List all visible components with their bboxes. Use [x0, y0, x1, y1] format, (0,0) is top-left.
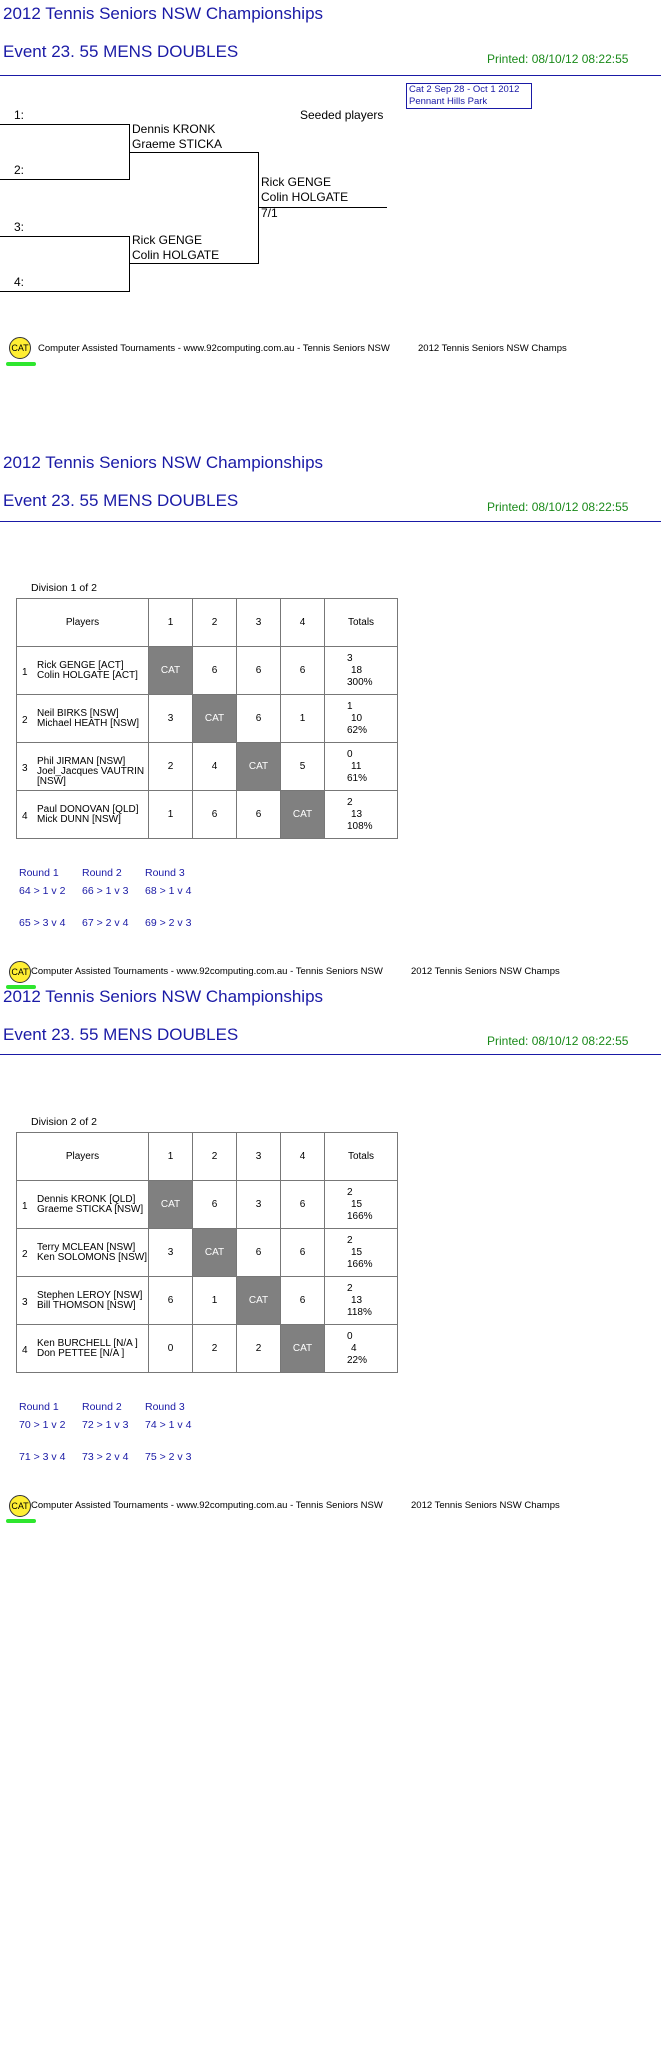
- player-cell: [17, 1277, 149, 1325]
- score-cell: CAT: [149, 647, 193, 695]
- cat-logo-icon: CAT: [9, 1495, 31, 1517]
- score-cell: CAT: [281, 791, 325, 839]
- games-won: 4: [351, 1342, 357, 1354]
- cat-logo-icon: CAT: [9, 337, 31, 359]
- header-rule: [0, 75, 661, 76]
- player-cell: [17, 1325, 149, 1373]
- games-won: 15: [351, 1198, 363, 1210]
- score-cell: 2: [237, 1325, 281, 1373]
- player-cell: [17, 695, 149, 743]
- round-title: Round 1: [19, 1401, 59, 1413]
- bracket-line: [130, 152, 259, 153]
- match-link[interactable]: 67 > 2 v 4: [82, 917, 129, 929]
- bracket-line: [259, 207, 387, 208]
- match-link[interactable]: 71 > 3 v 4: [19, 1451, 66, 1463]
- totals-cell: [325, 647, 398, 695]
- score-cell: CAT: [149, 1181, 193, 1229]
- seeded-players-label: Seeded players: [300, 108, 384, 122]
- score-cell: 6: [281, 1181, 325, 1229]
- round-title: Round 2: [82, 1401, 122, 1413]
- matches-won: 2: [347, 1234, 353, 1246]
- player-name: Rick GENGE: [261, 175, 332, 189]
- event-title: Event 23. 55 MENS DOUBLES: [3, 491, 239, 510]
- matches-won: 2: [347, 796, 353, 808]
- totals-cell: [325, 743, 398, 791]
- match-link[interactable]: 73 > 2 v 4: [82, 1451, 129, 1463]
- semifinal-bottom-team: [132, 233, 219, 263]
- score-cell: 6: [193, 791, 237, 839]
- event-title: Event 23. 55 MENS DOUBLES: [3, 1025, 239, 1044]
- score-cell: 3: [149, 695, 193, 743]
- round-title: Round 1: [19, 867, 59, 879]
- seed-number: 1: [22, 667, 28, 678]
- player-name: Dennis KRONK: [132, 122, 216, 136]
- printed-timestamp: Printed: 08/10/12 08:22:55: [487, 52, 629, 66]
- division-label: Division 1 of 2: [31, 582, 97, 594]
- printed-timestamp: Printed: 08/10/12 08:22:55: [487, 500, 629, 514]
- page-title: 2012 Tennis Seniors NSW Championships: [3, 453, 324, 472]
- percentage: 22%: [347, 1354, 368, 1366]
- matches-won: 3: [347, 652, 353, 664]
- logo-underline: [6, 362, 36, 366]
- player-name: Phil JIRMAN [NSW]: [37, 756, 126, 767]
- bracket-line: [0, 291, 130, 292]
- draw-slot-4: 4:: [14, 275, 25, 289]
- player-name: Bill THOMSON [NSW]: [37, 1300, 136, 1311]
- player-name: Don PETTEE [N/A ]: [37, 1348, 125, 1359]
- score-cell: CAT: [193, 1229, 237, 1277]
- matches-won: 2: [347, 1282, 353, 1294]
- bracket-line: [258, 152, 259, 264]
- table-row: [17, 791, 398, 839]
- player-name: Mick DUNN [NSW]: [37, 814, 121, 825]
- player-cell: [17, 1181, 149, 1229]
- score-cell: 1: [149, 791, 193, 839]
- score-cell: CAT: [281, 1325, 325, 1373]
- seed-number: 1: [22, 1201, 28, 1212]
- percentage: 61%: [347, 772, 368, 784]
- score-cell: 6: [193, 647, 237, 695]
- page-title: 2012 Tennis Seniors NSW Championships: [3, 4, 324, 23]
- score-cell: 6: [149, 1277, 193, 1325]
- player-name: Colin HOLGATE: [132, 248, 220, 262]
- matches-won: 0: [347, 1330, 353, 1342]
- seed-number: 4: [22, 1345, 28, 1356]
- footer-text: Computer Assisted Tournaments - www.92computing.com.au - Tennis Seniors NSW: [31, 966, 383, 977]
- score-cell: CAT: [193, 695, 237, 743]
- games-won: 13: [351, 1294, 363, 1306]
- col-header-2: 2: [193, 1133, 237, 1181]
- score-cell: 2: [149, 743, 193, 791]
- player-name: Dennis KRONK [QLD]: [37, 1194, 136, 1205]
- bracket-line: [129, 236, 130, 292]
- final-winner-team: [261, 175, 348, 205]
- seed-number: 4: [22, 811, 28, 822]
- score-cell: 6: [193, 1181, 237, 1229]
- match-link[interactable]: 65 > 3 v 4: [19, 917, 66, 929]
- seed-number: 3: [22, 763, 28, 774]
- score-cell: 5: [281, 743, 325, 791]
- venue-name: Pennant Hills Park: [409, 96, 488, 107]
- match-link[interactable]: 74 > 1 v 4: [145, 1419, 192, 1431]
- seed-number: 2: [22, 715, 28, 726]
- semifinal-top-team: [132, 122, 222, 152]
- score-cell: 6: [281, 1277, 325, 1325]
- score-cell: 1: [193, 1277, 237, 1325]
- matches-won: 2: [347, 1186, 353, 1198]
- venue-box: [406, 83, 532, 109]
- header-rule: [0, 1054, 661, 1055]
- totals-cell: [325, 1181, 398, 1229]
- match-link[interactable]: 66 > 1 v 3: [82, 885, 129, 897]
- players-header: Players: [17, 1133, 149, 1181]
- score-cell: 6: [281, 647, 325, 695]
- players-header: Players: [17, 599, 149, 647]
- player-name: Colin HOLGATE: [261, 190, 349, 204]
- table-row: [17, 1181, 398, 1229]
- totals-cell: [325, 1277, 398, 1325]
- round-title: Round 3: [145, 1401, 185, 1413]
- score-cell: 3: [149, 1229, 193, 1277]
- score-cell: 6: [281, 1229, 325, 1277]
- cat-logo-icon: CAT: [9, 961, 31, 983]
- player-name: Graeme STICKA [NSW]: [37, 1204, 144, 1215]
- footer-event-name: 2012 Tennis Seniors NSW Champs: [411, 1500, 560, 1511]
- percentage: 166%: [347, 1210, 373, 1222]
- division-label: Division 2 of 2: [31, 1116, 97, 1128]
- totals-cell: [325, 695, 398, 743]
- score-cell: 3: [237, 1181, 281, 1229]
- percentage: 300%: [347, 676, 373, 688]
- final-score: 7/1: [261, 206, 278, 220]
- table-row: [17, 1229, 398, 1277]
- bracket-line: [130, 263, 259, 264]
- match-link[interactable]: 75 > 2 v 3: [145, 1451, 192, 1463]
- score-cell: CAT: [237, 1277, 281, 1325]
- draw-slot-3: 3:: [14, 220, 25, 234]
- match-link[interactable]: 72 > 1 v 3: [82, 1419, 129, 1431]
- player-cell: [17, 1229, 149, 1277]
- player-name: Paul DONOVAN [QLD]: [37, 804, 139, 815]
- player-name: Colin HOLGATE [ACT]: [37, 670, 138, 681]
- footer-event-name: 2012 Tennis Seniors NSW Champs: [411, 966, 560, 977]
- col-header-1: 1: [149, 1133, 193, 1181]
- games-won: 10: [351, 712, 363, 724]
- match-link[interactable]: 70 > 1 v 2: [19, 1419, 66, 1431]
- table-row: [17, 1277, 398, 1325]
- totals-cell: [325, 1325, 398, 1373]
- score-cell: 6: [237, 791, 281, 839]
- table-row: [17, 743, 398, 791]
- bracket-line: [0, 124, 130, 125]
- col-header-3: 3: [237, 599, 281, 647]
- player-name: Neil BIRKS [NSW]: [37, 708, 119, 719]
- footer-text: Computer Assisted Tournaments - www.92computing.com.au - Tennis Seniors NSW: [38, 343, 390, 354]
- match-link[interactable]: 69 > 2 v 3: [145, 917, 192, 929]
- col-header-4: 4: [281, 1133, 325, 1181]
- match-link[interactable]: 68 > 1 v 4: [145, 885, 192, 897]
- score-cell: CAT: [237, 743, 281, 791]
- table-row: [17, 695, 398, 743]
- player-cell: [17, 647, 149, 695]
- col-header-4: 4: [281, 599, 325, 647]
- table-row: [17, 647, 398, 695]
- bracket-line: [0, 179, 130, 180]
- score-cell: 6: [237, 1229, 281, 1277]
- footer-event-name: 2012 Tennis Seniors NSW Champs: [418, 343, 567, 354]
- player-name: Rick GENGE: [132, 233, 203, 247]
- percentage: 166%: [347, 1258, 373, 1270]
- player-name: Graeme STICKA: [132, 137, 223, 151]
- percentage: 118%: [347, 1306, 372, 1318]
- player-name: Stephen LEROY [NSW]: [37, 1290, 143, 1301]
- score-cell: 2: [193, 1325, 237, 1373]
- player-name: Ken SOLOMONS [NSW]: [37, 1252, 148, 1263]
- col-header-3: 3: [237, 1133, 281, 1181]
- score-cell: 6: [237, 695, 281, 743]
- col-header-1: 1: [149, 599, 193, 647]
- player-name: Ken BURCHELL [N/A ]: [37, 1338, 138, 1349]
- venue-category-dates: Cat 2 Sep 28 - Oct 1 2012: [409, 84, 520, 95]
- player-name: Joel_Jacques VAUTRIN [NSW]: [37, 766, 145, 787]
- score-cell: 0: [149, 1325, 193, 1373]
- seed-number: 2: [22, 1249, 28, 1260]
- draw-slot-1: 1:: [14, 108, 25, 122]
- games-won: 13: [351, 808, 363, 820]
- logo-underline: [6, 1519, 36, 1523]
- round-title: Round 2: [82, 867, 122, 879]
- player-name: Rick GENGE [ACT]: [37, 660, 124, 671]
- totals-header: Totals: [325, 1133, 398, 1181]
- round-robin-table-div2: [16, 1132, 398, 1373]
- matches-won: 1: [347, 700, 353, 712]
- event-title: Event 23. 55 MENS DOUBLES: [3, 42, 239, 61]
- score-cell: 6: [237, 647, 281, 695]
- seed-number: 3: [22, 1297, 28, 1308]
- player-name: Terry MCLEAN [NSW]: [37, 1242, 136, 1253]
- totals-header: Totals: [325, 599, 398, 647]
- player-cell: [17, 791, 149, 839]
- score-cell: 1: [281, 695, 325, 743]
- player-name: Michael HEATH [NSW]: [37, 718, 140, 729]
- round-robin-table-div1: [16, 598, 398, 839]
- games-won: 15: [351, 1246, 363, 1258]
- score-cell: 4: [193, 743, 237, 791]
- draw-slot-2: 2:: [14, 163, 25, 177]
- matches-won: 0: [347, 748, 353, 760]
- match-link[interactable]: 64 > 1 v 2: [19, 885, 66, 897]
- bracket-line: [0, 236, 130, 237]
- percentage: 108%: [347, 820, 373, 832]
- games-won: 18: [351, 664, 363, 676]
- totals-cell: [325, 1229, 398, 1277]
- table-row: [17, 1325, 398, 1373]
- percentage: 62%: [347, 724, 368, 736]
- header-rule: [0, 521, 661, 522]
- round-title: Round 3: [145, 867, 185, 879]
- page-title: 2012 Tennis Seniors NSW Championships: [3, 987, 324, 1006]
- player-cell: [17, 743, 149, 791]
- totals-cell: [325, 791, 398, 839]
- games-won: 11: [351, 760, 362, 772]
- printed-timestamp: Printed: 08/10/12 08:22:55: [487, 1034, 629, 1048]
- footer-text: Computer Assisted Tournaments - www.92computing.com.au - Tennis Seniors NSW: [31, 1500, 383, 1511]
- col-header-2: 2: [193, 599, 237, 647]
